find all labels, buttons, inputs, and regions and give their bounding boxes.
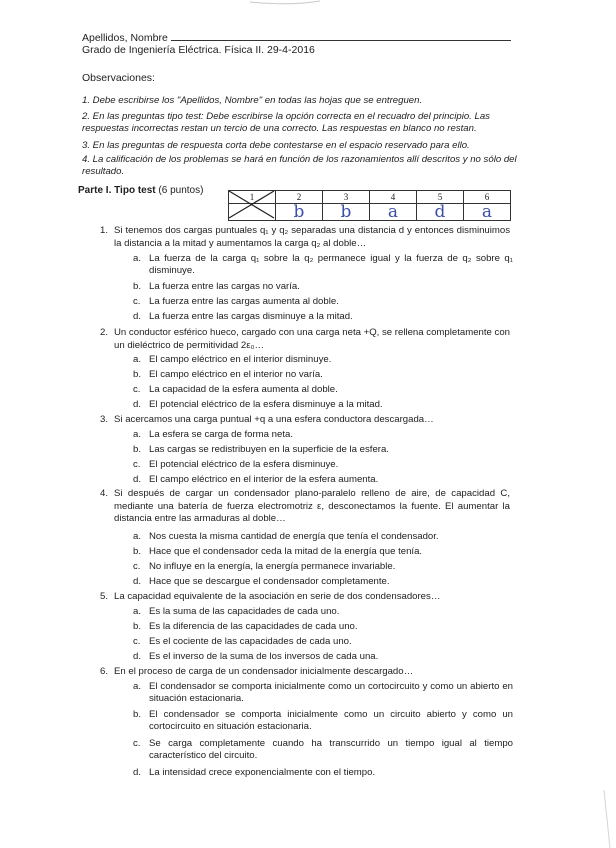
option-5a — [133, 606, 513, 618]
answer-cell[interactable]: b — [323, 204, 370, 221]
answer-number: 6 — [464, 191, 511, 204]
answer-number: 5 — [417, 191, 464, 204]
option-4a — [133, 531, 513, 543]
question-number: 5. — [100, 591, 109, 602]
question-text: La capacidad equivalente de la asociación en serie de dos condensadores… — [114, 591, 441, 602]
option-letter: a. — [133, 429, 142, 440]
observation-item: 3. En las preguntas de respuesta corta debe contestarse en el espacio reservado para ello. — [82, 140, 470, 151]
option-text: Es la diferencia de las capacidades de cada uno. — [149, 621, 358, 632]
answer-cell[interactable]: a — [464, 204, 511, 221]
option-6d — [133, 767, 513, 779]
option-1c — [133, 296, 513, 308]
question-text: Si después de cargar un condensador plano-paralelo relleno de aire, de capacidad C, mediante una batería de fuerza electromotriz ε, desconectamos la fuente. El aumentar la distancia entre las armaduras al doble… — [114, 488, 510, 525]
option-3b — [133, 444, 513, 456]
observations-title: Observaciones: — [82, 72, 155, 84]
option-3a — [133, 429, 513, 441]
scan-artifact-top — [250, 1, 320, 4]
option-text: La intensidad crece exponencialmente con el tiempo. — [149, 767, 376, 778]
question-text: En el proceso de carga de un condensador inicialmente descargado… — [114, 666, 414, 677]
question-number: 3. — [100, 414, 109, 425]
question-number: 2. — [100, 327, 109, 338]
option-text: Las cargas se redistribuyen en la superficie de la esfera. — [149, 444, 389, 455]
option-text: Hace que el condensador ceda la mitad de la energía que tenía. — [149, 546, 423, 557]
option-text: Es el cociente de las capacidades de cada uno. — [149, 636, 352, 647]
question-number: 1. — [100, 225, 109, 236]
option-letter: d. — [133, 576, 142, 587]
option-text: La fuerza de la carga q₁ sobre la q₂ permanece igual y la fuerza de q₂ sobre q₁ disminuye. — [149, 253, 513, 277]
name-line — [171, 30, 511, 41]
option-2c — [133, 384, 513, 396]
option-5b — [133, 621, 513, 633]
option-text: Es el inverso de la suma de los inversos de cada una. — [149, 651, 379, 662]
option-4c — [133, 561, 513, 573]
option-text: Nos cuesta la misma cantidad de energía que tenía el condensador. — [149, 531, 439, 542]
option-text: La esfera se carga de forma neta. — [149, 429, 293, 440]
option-letter: a. — [133, 681, 142, 692]
option-3d — [133, 474, 513, 486]
option-text: La capacidad de la esfera aumenta al doble. — [149, 384, 338, 395]
option-letter: c. — [133, 561, 141, 572]
answer-number: 3 — [323, 191, 370, 204]
option-1d — [133, 311, 513, 323]
question-1 — [100, 225, 510, 250]
option-4d — [133, 576, 513, 588]
option-text: El campo eléctrico en el interior disminuye. — [149, 354, 332, 365]
option-6b — [133, 709, 513, 733]
option-letter: a. — [133, 531, 142, 542]
option-6c — [133, 738, 513, 762]
answer-number: 4 — [370, 191, 417, 204]
option-letter: d. — [133, 767, 142, 778]
option-letter: c. — [133, 296, 141, 307]
option-letter: b. — [133, 369, 142, 380]
crossed-out-cell-mark — [228, 190, 275, 219]
part-title-text: Parte I. Tipo test — [78, 185, 156, 196]
option-text: El campo eléctrico en el interior de la esfera aumenta. — [149, 474, 379, 485]
option-4b — [133, 546, 513, 558]
observation-item: 1. Debe escribirse los "Apellidos, Nombre" en todas las hojas que se entreguen. — [82, 95, 423, 106]
option-text: El potencial eléctrico de la esfera disminuye a la mitad. — [149, 399, 383, 410]
option-text: Es la suma de las capacidades de cada uno. — [149, 606, 340, 617]
question-text: Si acercamos una carga puntual +q a una esfera conductora descargada… — [114, 414, 434, 425]
option-1a — [133, 253, 513, 277]
question-5 — [100, 591, 510, 604]
option-text: No influye en la energía, la energía permanece invariable. — [149, 561, 396, 572]
option-text: Se carga completamente cuando ha transcurrido un tiempo igual al tiempo característico del circuito. — [149, 738, 513, 762]
option-text: La fuerza entre las cargas aumenta al doble. — [149, 296, 339, 307]
option-text: La fuerza entre las cargas no varía. — [149, 281, 300, 292]
option-letter: b. — [133, 621, 142, 632]
option-5c — [133, 636, 513, 648]
option-text: Hace que se descargue el condensador completamente. — [149, 576, 390, 587]
option-letter: d. — [133, 474, 142, 485]
course-line: Grado de Ingeniería Eléctrica. Física II. 29-4-2016 — [82, 44, 315, 56]
question-text: Si tenemos dos cargas puntuales q₁ y q₂ separadas una distancia d y entonces disminuimos la distancia a la mitad y aumentamos la carga q₂ al doble… — [114, 225, 510, 249]
option-letter: c. — [133, 384, 141, 395]
answer-number: 1 — [229, 191, 276, 204]
option-letter: b. — [133, 709, 142, 720]
option-2b — [133, 369, 513, 381]
option-5d — [133, 651, 513, 663]
question-number: 6. — [100, 666, 109, 677]
option-text: El condensador se comporta inicialmente como un circuito abierto y como un cortocircuito en situación estacionaria. — [149, 709, 513, 733]
name-label: Apellidos, Nombre — [82, 32, 168, 44]
option-letter: c. — [133, 459, 141, 470]
option-2d — [133, 399, 513, 411]
answer-cell[interactable]: b — [276, 204, 323, 221]
option-text: El potencial eléctrico de la esfera disminuye. — [149, 459, 339, 470]
question-number: 4. — [100, 488, 109, 499]
option-letter: d. — [133, 651, 142, 662]
option-letter: a. — [133, 253, 142, 264]
question-2 — [100, 327, 510, 352]
option-letter: a. — [133, 354, 142, 365]
name-field — [82, 30, 511, 45]
option-text: La fuerza entre las cargas disminuye a la mitad. — [149, 311, 353, 322]
option-1b — [133, 281, 513, 293]
answer-number: 2 — [276, 191, 323, 204]
scan-artifact-edge — [604, 790, 610, 848]
option-letter: b. — [133, 546, 142, 557]
question-text: Un conductor esférico hueco, cargado con una carga neta +Q, se rellena completamente con un dieléctrico de permitividad 2ε₀… — [114, 327, 510, 351]
option-text: El condensador se comporta inicialmente como un cortocircuito y como un abierto en situación estacionaria. — [149, 681, 513, 705]
answer-cell[interactable]: a — [370, 204, 417, 221]
part-points: (6 puntos) — [158, 185, 204, 196]
option-6a — [133, 681, 513, 705]
observation-item: 2. En las preguntas tipo test: Debe escribirse la opción correcta en el recuadro del principio. Las respuestas incorrectas restan un tercio de una correcto. Las respuestas en blanco no restan. — [82, 111, 490, 135]
question-6 — [100, 666, 510, 679]
option-letter: a. — [133, 606, 142, 617]
question-4 — [100, 488, 510, 526]
option-3c — [133, 459, 513, 471]
option-text: El campo eléctrico en el interior no varía. — [149, 369, 323, 380]
option-letter: d. — [133, 311, 142, 322]
option-letter: c. — [133, 738, 141, 749]
option-letter: d. — [133, 399, 142, 410]
answer-cell[interactable]: d — [417, 204, 464, 221]
option-letter: c. — [133, 636, 141, 647]
part-title — [78, 185, 203, 196]
option-2a — [133, 354, 513, 366]
question-3 — [100, 414, 510, 427]
observation-item: 4. La calificación de los problemas se hará en función de los razonamientos allí descritos y no sólo del resultado. — [82, 154, 517, 178]
option-letter: b. — [133, 281, 142, 292]
option-letter: b. — [133, 444, 142, 455]
